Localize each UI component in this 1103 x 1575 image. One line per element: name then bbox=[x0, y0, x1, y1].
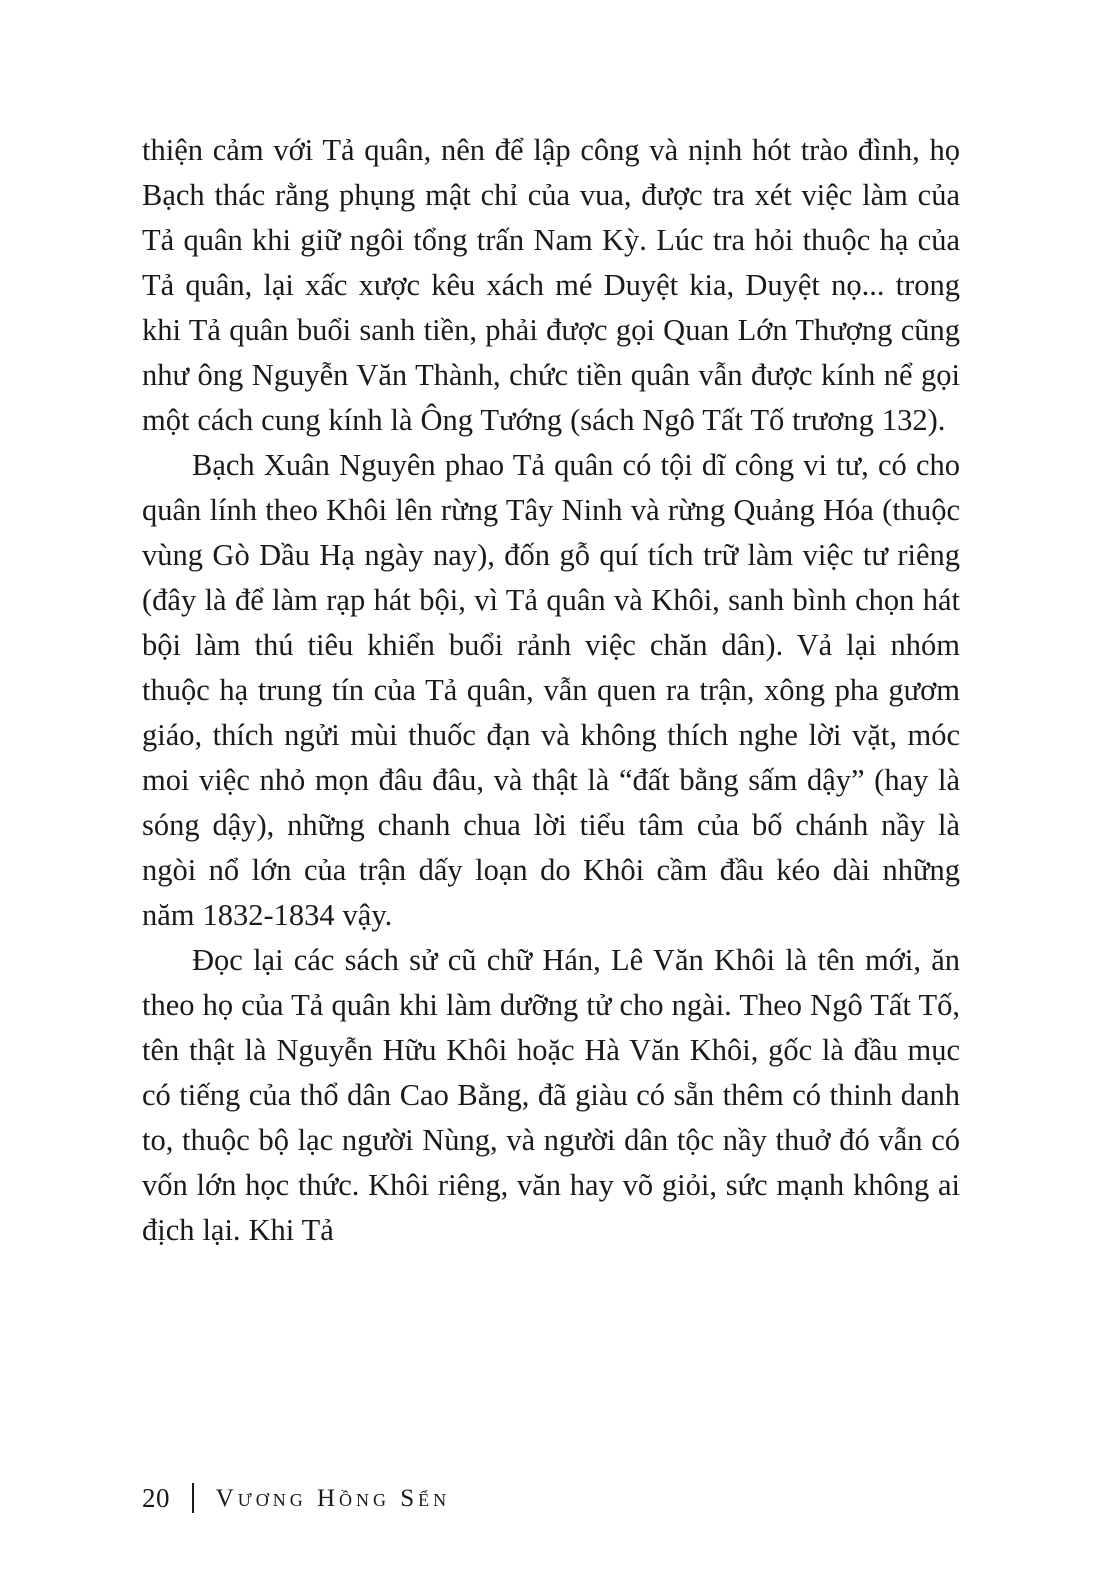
body-text-column bbox=[142, 128, 960, 1253]
footer-separator-icon bbox=[192, 1483, 194, 1513]
footer-author-name: Vương Hồng Sển bbox=[215, 1484, 451, 1512]
page-footer bbox=[142, 1483, 450, 1513]
body-paragraph: thiện cảm với Tả quân, nên để lập công và nịnh hót trào đình, họ Bạch thác rằng phụng mật chỉ của vua, được tra xét việc làm của Tả quân khi giữ ngôi tổng trấn Nam Kỳ. Lúc tra hỏi thuộc hạ của Tả quân, lại xấc xược kêu xách mé Duyệt kia, Duyệt nọ... trong khi Tả quân buổi sanh tiền, phải được gọi Quan Lớn Thượng cũng như ông Nguyễn Văn Thành, chức tiền quân vẫn được kính nể gọi một cách cung kính là Ông Tướng (sách Ngô Tất Tố trương 132). bbox=[142, 133, 960, 437]
body-paragraph: Bạch Xuân Nguyên phao Tả quân có tội dĩ công vi tư, có cho quân lính theo Khôi lên rừng Tây Ninh và rừng Quảng Hóa (thuộc vùng Gò Dầu Hạ ngày nay), đốn gỗ quí tích trữ làm việc tư riêng (đây là để làm rạp hát bội, vì Tả quân và Khôi, sanh bình chọn hát bội làm thú tiêu khiển buổi rảnh việc chăn dân). Vả lại nhóm thuộc hạ trung tín của Tả quân, vẫn quen ra trận, xông pha gươm giáo, thích ngửi mùi thuốc đạn và không thích nghe lời vặt, móc moi việc nhỏ mọn đâu đâu, và thật là “đất bằng sấm dậy” (hay là sóng dậy), những chanh chua lời tiểu tâm của bố chánh nầy là ngòi nổ lớn của trận dấy loạn do Khôi cầm đầu kéo dài những năm 1832-1834 vậy. bbox=[142, 448, 960, 932]
body-paragraph: Đọc lại các sách sử cũ chữ Hán, Lê Văn Khôi là tên mới, ăn theo họ của Tả quân khi làm dưỡng tử cho ngài. Theo Ngô Tất Tố, tên thật là Nguyễn Hữu Khôi hoặc Hà Văn Khôi, gốc là đầu mục có tiếng của thổ dân Cao Bằng, đã giàu có sẵn thêm có thinh danh to, thuộc bộ lạc người Nùng, và người dân tộc nầy thuở đó vẫn có vốn lớn học thức. Khôi riêng, văn hay võ giỏi, sức mạnh không ai địch lại. Khi Tả bbox=[142, 943, 960, 1247]
page-number: 20 bbox=[142, 1482, 171, 1513]
